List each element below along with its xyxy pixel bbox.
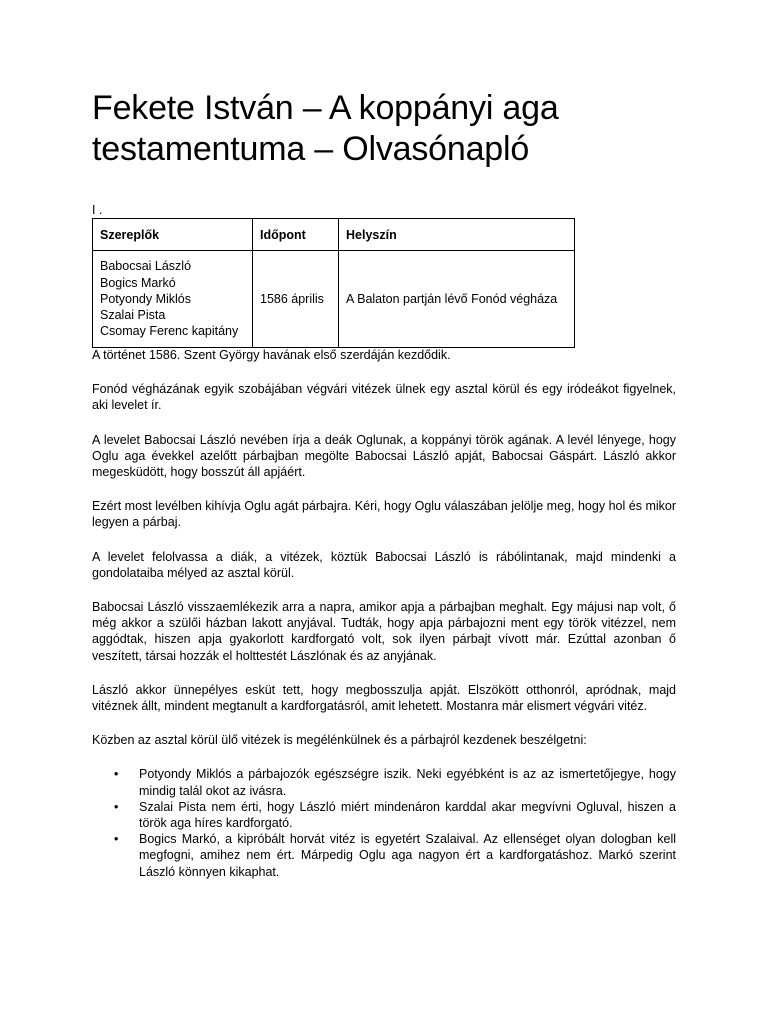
paragraph: A történet 1586. Szent György havának első szerdáján kezdődik. <box>92 348 451 362</box>
character-name: Szalai Pista <box>100 308 166 323</box>
character-name: Csomay Ferenc kapitány <box>100 324 239 339</box>
cell-characters <box>93 251 253 348</box>
paragraph: Ezért most levélben kihívja Oglu agát párbajra. Kéri, hogy Oglu válaszában jelölje meg, hogy hol és mikor legyen a párbaj. <box>92 499 676 530</box>
list-item: • Szalai Pista nem érti, hogy László miért mindenáron karddal akar megvívni Ogluval, hiszen a török aga híres kardforgató. <box>139 799 676 831</box>
table-header-row <box>93 219 575 251</box>
cell-place: A Balaton partján lévő Fonód végháza <box>339 251 575 348</box>
character-name: Potyondy Miklós <box>100 291 192 306</box>
paragraph: Fonód végházának egyik szobájában végvári vitézek ülnek egy asztal körül és egy iródeákot figyelnek, aki levelet ír. <box>92 382 676 413</box>
character-name: Bogics Markó <box>100 275 176 290</box>
character-name: Babocsai László <box>100 259 192 274</box>
paragraph: László akkor ünnepélyes esküt tett, hogy megbosszulja apját. Elszökött otthonról, apródnak, majd vitéznek állt, mindent megtanult a kardforgatásról, amit lehetett. Mostanra már elismert végvári vitéz. <box>92 682 676 714</box>
list-item: • Potyondy Miklós a párbajozók egészségre iszik. Neki egyébként is az az ismertetőjegye, hogy mindig talál okot az ivásra. <box>139 766 676 798</box>
document-title: Fekete István – A koppányi aga testamentuma – Olvasónapló <box>92 89 559 168</box>
body-text <box>92 347 676 880</box>
header-characters: Szereplők <box>93 219 253 251</box>
section-label: I . <box>92 203 103 217</box>
bullet-list <box>92 766 676 879</box>
paragraph: Közben az asztal körül ülő vitézek is megélénkülnek és a párbajról kezdenek beszélgetni: <box>92 733 587 748</box>
characters-table <box>92 218 575 348</box>
cell-time: 1586 április <box>253 251 339 348</box>
header-place: Helyszín <box>339 219 575 251</box>
list-item: • Bogics Markó, a kipróbált horvát vitéz is egyetért Szalaival. Az ellenséget olyan dologban kell megfogni, amihez nem ért. Márpedig Oglu aga nagyon ért a kardforgatáshoz. Markó szerint László könnyen kikaphat. <box>139 831 676 880</box>
table-row <box>93 251 575 348</box>
paragraph: A levelet felolvassa a diák, a vitézek, köztük Babocsai László is rábólintanak, majd mindenki a gondolataiba mélyed az asztal körül. <box>92 549 676 580</box>
paragraph: Babocsai László visszaemlékezik arra a napra, amikor apja a párbajban meghalt. Egy májusi nap volt, ő még akkor a szülői házban lakott anyjával. Tudták, hogy apja párbajozni ment egy török vitézzel, nem aggódtak, hiszen apja gyakorlott kardforgató volt, sok ilyen párbajt vívott már. Ezúttal azonban ő veszített, társai hozzák el holttestét Lászlónak és az anyjának. <box>92 600 676 663</box>
paragraph: A levelet Babocsai László nevében írja a deák Oglunak, a koppányi török agának. A levél lényege, hogy Oglu aga évekkel azelőtt párbajban megölte Babocsai László apját, Babocsai Gáspárt. László akkor megesküdött, hogy bosszút áll apjáért. <box>92 432 676 480</box>
header-time: Időpont <box>253 219 339 251</box>
